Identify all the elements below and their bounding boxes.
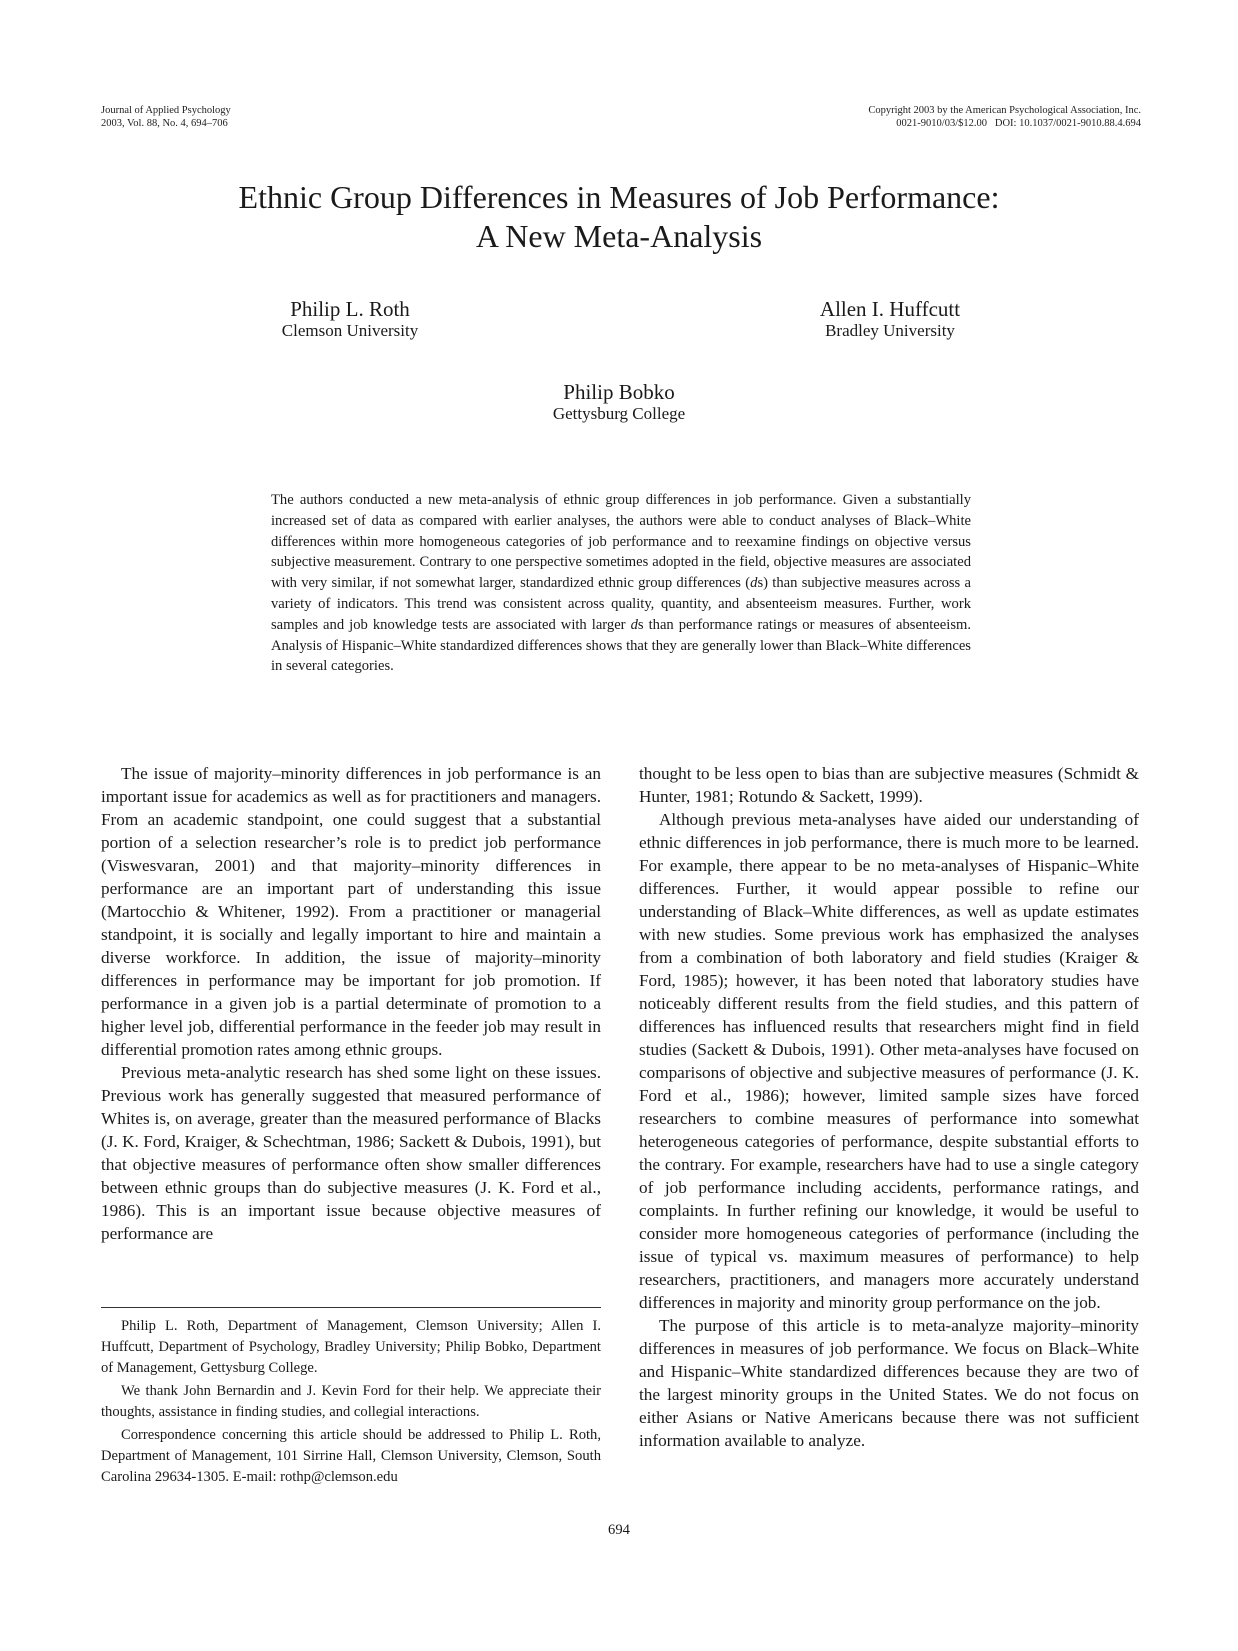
title-line-2: A New Meta-Analysis bbox=[475, 218, 763, 254]
body-paragraph: Previous meta-analytic research has shed some light on these issues. Previous work has generally suggested that measured performance of Whites is, on average, greater than the measured performance of Blacks (J. K. Ford, Kraiger, & Schechtman, 1986; Sackett & Dubois, 1991), but that objective measures of performance often show smaller differences between ethnic groups than do subjective measures (J. K. Ford et al., 1986). This is an important issue because objective measures of performance are bbox=[101, 1063, 601, 1243]
footnote-affiliations: Philip L. Roth, Department of Management, Clemson University; Allen I. Huffcutt, Department of Psychology, Bradley University; Philip Bobko, Department of Management, Gettysburg College. bbox=[101, 1318, 601, 1376]
abstract-text: s than performance ratings or measures of absenteeism. Analysis of Hispanic–White standardized differences shows that they are generally lower than Black–White differences in several categories. bbox=[271, 616, 971, 675]
title-line-1: Ethnic Group Differences in Measures of Job Performance: bbox=[238, 179, 1000, 215]
body-paragraph: The purpose of this article is to meta-analyze majority–minority differences in measures of job performance. We focus on Black–White and Hispanic–White standardized differences because they are two of the largest minority groups in the United States. We do not focus on either Asians or Native Americans because there was not sufficient information available to analyze. bbox=[639, 1316, 1139, 1450]
journal-volume: 2003, Vol. 88, No. 4, 694–706 bbox=[101, 118, 228, 129]
abstract-text: s) than subjective measures across a variety of indicators. This trend was consistent across quality, quantity, and absenteeism measures. Further, work samples and job knowledge tests are associated with larger bbox=[271, 575, 972, 633]
doi-line: 0021-9010/03/$12.00 DOI: 10.1037/0021-9010.88.4.694 bbox=[896, 118, 1141, 129]
abstract-text: The authors conducted a new meta-analysis of ethnic group differences in job performance. Given a substantially increased set of data as compared with earlier analyses, the authors were able to conduct analyses of Black–White differences within more homogeneous categories of job performance and to reexamine findings on objective versus subjective measurement. Contrary to one perspective sometimes adopted in the field, objective measures are associated with very similar, if not somewhat larger, standardized ethnic group differences ( bbox=[271, 492, 971, 592]
body-paragraph: Although previous meta-analyses have aided our understanding of ethnic differences in job performance, there is much more to be learned. For example, there appear to be no meta-analyses of Hispanic–White differences. Further, it would appear possible to refine our understanding of Black–White differences, as well as update estimates with new studies. Some previous work has emphasized the analyses from a combination of both laboratory and field studies (Kraiger & Ford, 1985); however, it has been noted that laboratory studies have noticeably different results from the field studies, and this pattern of differences has influenced results that researchers might find in field studies (Sackett & Dubois, 1991). Other meta-analyses have focused on comparisons of objective and subjective measures of performance (J. K. Ford et al., 1986); however, limited sample sizes have forced researchers to combine measures of performance into somewhat heterogeneous categories of performance, despite substantial efforts to the contrary. For example, researchers have had to use a single category of job performance including accidents, performance ratings, and complaints. In further refining our knowledge, it would be useful to consider more homogeneous categories of performance (including the issue of typical vs. maximum measures of performance) to help researchers, practitioners, and managers more accurately understand differences in majority and minority group performance on the job. bbox=[639, 810, 1139, 1312]
journal-header bbox=[101, 104, 231, 130]
footnote-acknowledgments: We thank John Bernardin and J. Kevin Ford for their help. We appreciate their thoughts, assistance in finding studies, and collegial interactions. bbox=[101, 1383, 601, 1420]
abstract bbox=[271, 490, 971, 677]
copyright-line: Copyright 2003 by the American Psychological Association, Inc. bbox=[868, 105, 1141, 116]
paper-title bbox=[0, 178, 1238, 256]
author-1 bbox=[250, 297, 450, 341]
body-paragraph: The issue of majority–minority differences in job performance is an important issue for academics as well as for practitioners and managers. From an academic standpoint, one could suggest that a substantial portion of a selection researcher’s role is to predict job performance (Viswesvaran, 2001) and that majority–minority differences in performance are an important part of understanding this issue (Martocchio & Whitener, 1992). From a practitioner or managerial standpoint, it is socially and legally important to hire and maintain a diverse workforce. In addition, the issue of majority–minority differences in performance may be important for job promotion. If performance in a given job is a partial determinate of promotion to a higher level job, differential performance in the feeder job may result in differential promotion rates among ethnic groups. bbox=[101, 764, 601, 1059]
body-column-right bbox=[639, 762, 1139, 1452]
author-affiliation: Gettysburg College bbox=[552, 404, 686, 423]
author-name: Allen I. Huffcutt bbox=[819, 297, 961, 321]
footnote-correspondence: Correspondence concerning this article should be addressed to Philip L. Roth, Department of Management, 101 Sirrine Hall, Clemson University, Clemson, South Carolina 29634-1305. E-mail: rothp@clemson.edu bbox=[101, 1427, 601, 1485]
page-number: 694 bbox=[608, 1522, 630, 1538]
author-2 bbox=[790, 297, 990, 341]
footnotes bbox=[101, 1316, 601, 1490]
body-column-left bbox=[101, 762, 601, 1245]
author-name: Philip L. Roth bbox=[290, 297, 410, 321]
author-name: Philip Bobko bbox=[563, 380, 675, 404]
copyright-header bbox=[868, 104, 1141, 130]
abstract-italic-d: d bbox=[750, 575, 758, 592]
author-affiliation: Bradley University bbox=[825, 321, 955, 340]
body-paragraph: thought to be less open to bias than are subjective measures (Schmidt & Hunter, 1981; Rotundo & Sackett, 1999). bbox=[639, 764, 1139, 806]
author-3 bbox=[519, 380, 719, 424]
author-affiliation: Clemson University bbox=[281, 321, 419, 340]
footnote-divider bbox=[101, 1307, 601, 1308]
abstract-italic-d: d bbox=[630, 616, 638, 633]
journal-name: Journal of Applied Psychology bbox=[101, 105, 231, 116]
